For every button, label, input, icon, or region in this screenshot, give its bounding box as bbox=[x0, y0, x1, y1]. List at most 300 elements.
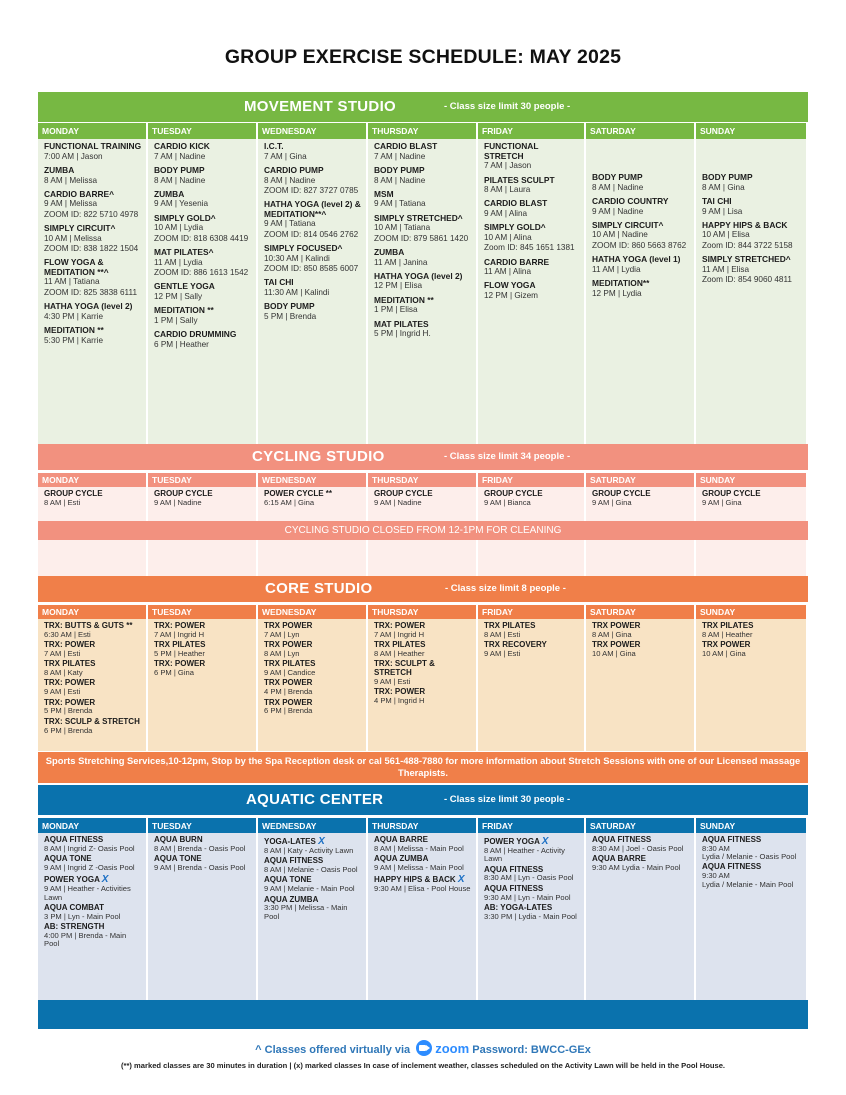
movement-column-saturday bbox=[586, 139, 696, 444]
class-name: TRX POWER bbox=[592, 640, 641, 650]
cycling-studio-name: CYCLING STUDIO bbox=[252, 448, 385, 465]
class-entry bbox=[374, 142, 472, 162]
class-detail: 7 AM | Ingrid H bbox=[374, 629, 425, 639]
cycling-day-header-wednesday: WEDNESDAY bbox=[258, 473, 368, 487]
class-name: CARDIO BARRE bbox=[484, 256, 550, 267]
class-entry bbox=[154, 248, 252, 278]
class-entry bbox=[44, 904, 142, 921]
class-entry bbox=[44, 622, 142, 639]
class-name: SIMPLY CIRCUIT^ bbox=[592, 219, 664, 230]
class-detail: 10 AM | Tatiana bbox=[374, 223, 431, 233]
class-entry bbox=[154, 641, 252, 658]
class-name: AQUA BARRE bbox=[592, 854, 646, 864]
class-entry bbox=[154, 330, 252, 350]
cycling-day-header-monday: MONDAY bbox=[38, 473, 148, 487]
class-detail: 3:30 PM | Melissa - Main Pool bbox=[264, 903, 348, 921]
class-name: FLOW YOGA bbox=[484, 280, 536, 291]
class-detail: 7 AM | Jason bbox=[484, 161, 532, 171]
class-detail: 4:30 PM | Karrie bbox=[44, 311, 104, 321]
class-detail: 7 AM | Nadine bbox=[154, 151, 206, 161]
class-entry bbox=[264, 244, 362, 274]
zoom-wordmark: zoom bbox=[435, 1041, 470, 1056]
class-entry bbox=[264, 490, 362, 507]
class-entry bbox=[44, 258, 142, 298]
movement-studio-limit: - Class size limit 30 people - bbox=[444, 101, 571, 112]
class-name: TRX: POWER bbox=[44, 678, 96, 688]
class-name: AQUA TONE bbox=[154, 854, 202, 864]
class-entry bbox=[374, 660, 472, 686]
class-name: I.C.T. bbox=[264, 141, 284, 151]
core-column-wednesday bbox=[258, 619, 368, 751]
class-detail: ZOOM ID: 814 0546 2762 bbox=[264, 229, 359, 239]
class-detail: 4 PM | Ingrid H bbox=[374, 696, 425, 706]
class-entry bbox=[592, 622, 690, 639]
class-name: MEDITATION** bbox=[592, 277, 650, 288]
movement-column-friday bbox=[478, 139, 586, 444]
class-entry bbox=[44, 679, 142, 696]
class-entry bbox=[44, 718, 142, 735]
aquatic-day-header-tuesday: TUESDAY bbox=[148, 818, 258, 833]
cycling-columns bbox=[38, 487, 808, 521]
aquatic-day-header-friday: FRIDAY bbox=[478, 818, 586, 833]
class-entry bbox=[154, 166, 252, 186]
legend-note: (**) marked classes are 30 minutes in duration | (x) marked classes In case of inclement weather, classes scheduled on the Activity Lawn will be held in the Pool House. bbox=[120, 1061, 726, 1070]
class-entry bbox=[484, 836, 580, 864]
class-detail: 6:15 AM | Gina bbox=[264, 497, 315, 507]
aquatic-column-monday bbox=[38, 833, 148, 1000]
class-entry bbox=[154, 214, 252, 244]
core-day-header-wednesday: WEDNESDAY bbox=[258, 605, 368, 619]
aquatic-center-limit: - Class size limit 30 people - bbox=[444, 794, 571, 805]
class-name: BODY PUMP bbox=[154, 164, 205, 175]
virtual-classes-note bbox=[0, 1040, 846, 1056]
class-entry bbox=[484, 281, 580, 301]
class-entry bbox=[44, 326, 142, 346]
class-detail: 9 AM | Tatiana bbox=[374, 199, 426, 209]
class-name: AQUA TONE bbox=[264, 875, 312, 885]
aquatic-center-band bbox=[38, 785, 808, 815]
movement-column-thursday bbox=[368, 139, 478, 444]
core-day-headers bbox=[38, 605, 808, 619]
class-name: TRX: POWER bbox=[44, 697, 96, 707]
class-name: MEDITATION ** bbox=[374, 294, 434, 305]
class-detail: 8 AM | Esti bbox=[484, 629, 521, 639]
class-name: MEDITATION ** bbox=[44, 324, 104, 335]
class-name: SIMPLY STRETCHED^ bbox=[374, 212, 463, 223]
aquatic-bottom-band bbox=[38, 1000, 808, 1029]
class-entry bbox=[44, 836, 142, 853]
class-detail: 8:30 AM | Lyn - Oasis Pool bbox=[484, 873, 574, 883]
class-detail: Zoom ID: 854 9060 4811 bbox=[702, 274, 792, 284]
class-name: MEDITATION ** bbox=[154, 304, 214, 315]
class-entry bbox=[592, 142, 690, 169]
class-detail: 11 AM | Alina bbox=[484, 267, 532, 277]
class-detail: 8 AM | Melanie - Oasis Pool bbox=[264, 865, 358, 875]
core-day-header-saturday: SATURDAY bbox=[586, 605, 696, 619]
aquatic-day-header-saturday: SATURDAY bbox=[586, 818, 696, 833]
aquatic-day-header-sunday: SUNDAY bbox=[696, 818, 808, 833]
class-name: AQUA TONE bbox=[44, 854, 92, 864]
class-detail: 5 PM | Heather bbox=[154, 648, 205, 658]
class-detail: 8 AM | Lyn bbox=[264, 648, 300, 658]
core-day-header-monday: MONDAY bbox=[38, 605, 148, 619]
movement-studio-band bbox=[38, 92, 808, 122]
class-name: MAT PILATES^ bbox=[154, 246, 214, 257]
class-name: FUNCTIONAL STRETCH bbox=[484, 141, 539, 161]
class-name: POWER YOGA X bbox=[44, 874, 109, 886]
class-detail: 9 AM | Nadine bbox=[592, 206, 644, 216]
class-entry bbox=[44, 641, 142, 658]
class-name: TRX: SCULP & STRETCH bbox=[44, 716, 140, 726]
core-day-header-thursday: THURSDAY bbox=[368, 605, 478, 619]
movement-day-header-monday: MONDAY bbox=[38, 123, 148, 139]
class-detail: 9 AM | Nadine bbox=[374, 497, 422, 507]
class-name: AQUA FITNESS bbox=[484, 864, 544, 874]
class-detail: 8 AM | Nadine bbox=[374, 175, 426, 185]
class-detail: ZOOM ID: 838 1822 1504 bbox=[44, 243, 139, 253]
class-entry bbox=[264, 857, 362, 874]
movement-column-sunday bbox=[696, 139, 808, 444]
weather-x-icon: X bbox=[318, 836, 325, 847]
class-entry bbox=[44, 190, 142, 220]
class-name: HATHA YOGA (level 2) bbox=[44, 300, 133, 311]
class-entry bbox=[374, 272, 472, 292]
class-entry bbox=[154, 490, 252, 507]
movement-day-header-sunday: SUNDAY bbox=[696, 123, 808, 139]
movement-day-header-wednesday: WEDNESDAY bbox=[258, 123, 368, 139]
cycling-day-header-friday: FRIDAY bbox=[478, 473, 586, 487]
cycling-day-header-saturday: SATURDAY bbox=[586, 473, 696, 487]
aquatic-center-name: AQUATIC CENTER bbox=[246, 791, 384, 808]
cycling-empty-columns bbox=[38, 540, 808, 576]
class-name: POWER CYCLE ** bbox=[264, 489, 333, 498]
class-detail: 10 AM | Lydia bbox=[154, 223, 204, 233]
class-detail: Lydia / Melanie - Main Pool bbox=[702, 879, 794, 889]
class-name: TRX PILATES bbox=[374, 640, 426, 650]
class-detail: 8 AM | Ingrid Z- Oasis Pool bbox=[44, 843, 135, 853]
class-name: YOGA-LATES X bbox=[264, 836, 325, 847]
class-name: TRX PILATES bbox=[44, 659, 96, 669]
class-detail: 8 AM | Esti bbox=[44, 497, 81, 507]
class-entry bbox=[374, 248, 472, 268]
class-name: TRX POWER bbox=[592, 621, 641, 630]
class-entry bbox=[264, 660, 362, 677]
class-entry bbox=[484, 904, 580, 921]
class-entry bbox=[264, 302, 362, 322]
cycling-studio-limit: - Class size limit 34 people - bbox=[444, 451, 571, 462]
class-detail: 9 AM | Gina bbox=[702, 497, 742, 507]
class-detail: ZOOM ID: 825 3838 6111 bbox=[44, 287, 137, 297]
virtual-prefix: ^ Classes offered virtually via bbox=[255, 1044, 411, 1056]
class-name: ZUMBA bbox=[154, 188, 185, 199]
class-entry bbox=[154, 855, 252, 872]
class-name: TRX POWER bbox=[264, 678, 313, 688]
class-detail: 6 PM | Brenda bbox=[264, 706, 313, 716]
class-detail: 7 AM | Lyn bbox=[264, 629, 300, 639]
class-detail: 7 AM | Esti bbox=[44, 648, 81, 658]
class-entry bbox=[484, 176, 580, 196]
class-name: AB: STRENGTH bbox=[44, 922, 105, 932]
class-name: HAPPY HIPS & BACK X bbox=[374, 874, 465, 886]
class-detail: 9 AM | Gina bbox=[592, 497, 632, 507]
class-entry bbox=[264, 641, 362, 658]
class-entry bbox=[264, 699, 362, 716]
class-detail: Zoom ID: 844 3722 5158 bbox=[702, 240, 793, 250]
class-detail: 11 AM | Lydia bbox=[592, 264, 641, 274]
class-entry bbox=[374, 874, 472, 893]
class-name: TAI CHI bbox=[264, 277, 294, 288]
weather-x-icon: X bbox=[101, 874, 109, 886]
class-entry bbox=[264, 200, 362, 240]
class-name: AQUA FITNESS bbox=[264, 856, 324, 866]
class-entry bbox=[154, 836, 252, 853]
class-detail: 9 AM | Tatiana bbox=[264, 219, 316, 229]
class-detail: 9 AM | Melanie - Main Pool bbox=[264, 884, 355, 894]
class-detail: 12 PM | Gizem bbox=[484, 291, 538, 301]
class-name: TRX: SCULPT & STRETCH bbox=[374, 659, 435, 678]
class-detail: Zoom ID: 845 1651 1381 bbox=[484, 243, 575, 253]
core-studio-name: CORE STUDIO bbox=[265, 580, 373, 597]
aquatic-column-friday bbox=[478, 833, 586, 1000]
class-entry bbox=[484, 490, 580, 507]
class-name: AQUA FITNESS bbox=[44, 835, 104, 844]
class-detail: 12 PM | Elisa bbox=[374, 281, 423, 291]
class-detail: 9:30 AM | Lyn - Main Pool bbox=[484, 892, 571, 902]
cycling-column-tuesday bbox=[148, 487, 258, 521]
class-detail: 8 AM | Melissa - Main Pool bbox=[374, 843, 464, 853]
class-entry bbox=[44, 166, 142, 186]
class-detail: 8 AM | Laura bbox=[484, 185, 531, 195]
class-name: TRX: POWER bbox=[374, 621, 426, 630]
class-name: TRX: BUTTS & GUTS ** bbox=[44, 621, 133, 630]
class-detail: 9 AM | Esti bbox=[484, 648, 521, 658]
class-name: FLOW YOGA & MEDITATION **^ bbox=[44, 257, 109, 277]
class-entry bbox=[702, 173, 802, 193]
class-name: TRX PILATES bbox=[154, 640, 206, 650]
core-day-header-friday: FRIDAY bbox=[478, 605, 586, 619]
core-studio-section bbox=[38, 576, 808, 783]
class-entry bbox=[592, 641, 690, 658]
class-name: GROUP CYCLE bbox=[374, 489, 433, 498]
class-entry bbox=[484, 885, 580, 902]
class-name: HATHA YOGA (level 1) bbox=[592, 253, 681, 264]
class-entry bbox=[374, 166, 472, 186]
class-name: POWER YOGA X bbox=[484, 836, 549, 847]
aquatic-day-header-thursday: THURSDAY bbox=[368, 818, 478, 833]
class-detail: 8 AM | Nadine bbox=[154, 175, 206, 185]
class-detail: ZOOM ID: 879 5861 1420 bbox=[374, 233, 469, 243]
class-entry bbox=[264, 876, 362, 893]
class-entry bbox=[592, 279, 690, 299]
class-name: TRX POWER bbox=[264, 697, 313, 707]
class-detail: 9 AM | Nadine bbox=[154, 497, 202, 507]
class-entry bbox=[592, 197, 690, 217]
class-entry bbox=[592, 490, 690, 507]
class-entry bbox=[264, 622, 362, 639]
core-column-sunday bbox=[696, 619, 808, 751]
class-entry bbox=[702, 255, 802, 285]
class-detail: 9 AM | Candice bbox=[264, 668, 316, 678]
class-name: GENTLE YOGA bbox=[154, 281, 215, 292]
class-entry bbox=[264, 836, 362, 855]
class-name: GROUP CYCLE bbox=[592, 489, 651, 498]
class-detail: 8:30 AM bbox=[702, 843, 730, 853]
class-detail: 9 AM | Brenda - Oasis Pool bbox=[154, 862, 246, 872]
class-detail: 11 AM | Lydia bbox=[154, 257, 203, 267]
aquatic-column-tuesday bbox=[148, 833, 258, 1000]
aquatic-day-header-monday: MONDAY bbox=[38, 818, 148, 833]
movement-column-monday bbox=[38, 139, 148, 444]
class-detail: 7 AM | Nadine bbox=[374, 151, 426, 161]
class-entry bbox=[702, 490, 802, 507]
class-name: BODY PUMP bbox=[702, 172, 753, 182]
core-column-monday bbox=[38, 619, 148, 751]
cycling-closed-text: CYCLING STUDIO CLOSED FROM 12-1PM FOR CLEANING bbox=[284, 525, 562, 536]
class-detail: 9 AM | Heather - Activities Lawn bbox=[44, 884, 131, 902]
class-detail: 10 AM | Melissa bbox=[44, 233, 102, 243]
class-name: GROUP CYCLE bbox=[44, 489, 103, 498]
class-name: AQUA COMBAT bbox=[44, 902, 104, 912]
class-entry bbox=[484, 199, 580, 219]
core-day-header-sunday: SUNDAY bbox=[696, 605, 808, 619]
class-name: ZUMBA bbox=[44, 164, 75, 175]
class-detail: ZOOM ID: 886 1613 1542 bbox=[154, 267, 249, 277]
class-entry bbox=[374, 641, 472, 658]
class-detail: 8 AM | Gina bbox=[702, 182, 745, 192]
stretch-note bbox=[38, 752, 808, 783]
class-detail: ZOOM ID: 818 6308 4419 bbox=[154, 233, 249, 243]
cycling-day-headers bbox=[38, 473, 808, 487]
class-entry bbox=[592, 255, 690, 275]
cycling-closed-note bbox=[38, 521, 808, 540]
class-detail: 7:00 AM | Jason bbox=[44, 151, 103, 161]
aquatic-column-wednesday bbox=[258, 833, 368, 1000]
class-entry bbox=[44, 660, 142, 677]
class-detail: 5:30 PM | Karrie bbox=[44, 335, 104, 345]
class-entry bbox=[374, 688, 472, 705]
class-entry bbox=[374, 214, 472, 244]
class-detail: 8:30 AM | Joel - Oasis Pool bbox=[592, 843, 684, 853]
class-name: GROUP CYCLE bbox=[154, 489, 213, 498]
class-detail: 9:30 AM bbox=[702, 871, 730, 881]
movement-columns bbox=[38, 139, 808, 444]
class-name: TRX RECOVERY bbox=[484, 640, 547, 650]
class-entry bbox=[44, 490, 142, 507]
class-entry bbox=[44, 224, 142, 254]
cycling-day-header-sunday: SUNDAY bbox=[696, 473, 808, 487]
class-detail: 6 PM | Gina bbox=[154, 668, 194, 678]
class-entry bbox=[374, 190, 472, 210]
class-name: AQUA FITNESS bbox=[484, 883, 544, 893]
class-detail: 9 AM | Bianca bbox=[484, 497, 531, 507]
class-detail: 10 AM | Gina bbox=[702, 648, 746, 658]
movement-column-tuesday bbox=[148, 139, 258, 444]
class-entry bbox=[702, 622, 802, 639]
class-detail: 11 AM | Janina bbox=[374, 257, 428, 267]
class-name: AQUA FITNESS bbox=[702, 862, 762, 872]
class-detail: 5 PM | Ingrid H. bbox=[374, 329, 431, 339]
movement-studio-name: MOVEMENT STUDIO bbox=[244, 98, 397, 115]
class-entry bbox=[484, 258, 580, 278]
aquatic-column-saturday bbox=[586, 833, 696, 1000]
class-name: TRX: POWER bbox=[154, 621, 206, 630]
class-name: HAPPY HIPS & BACK bbox=[702, 219, 788, 230]
zoom-password: Password: BWCC-GEx bbox=[472, 1044, 591, 1056]
core-column-tuesday bbox=[148, 619, 258, 751]
class-entry bbox=[702, 836, 802, 861]
cycling-studio-section bbox=[38, 444, 808, 576]
cycling-column-sunday bbox=[696, 487, 808, 521]
class-entry bbox=[484, 641, 580, 658]
class-detail: 3 PM | Lyn - Main Pool bbox=[44, 911, 121, 921]
class-detail: 5 PM | Brenda bbox=[44, 706, 93, 716]
core-column-friday bbox=[478, 619, 586, 751]
class-detail: 1 PM | Elisa bbox=[374, 305, 418, 315]
class-entry bbox=[374, 320, 472, 340]
class-detail: 12 PM | Lydia bbox=[592, 288, 642, 298]
class-detail: 8 AM | Heather bbox=[702, 629, 753, 639]
class-name: AB: YOGA-LATES bbox=[484, 902, 553, 912]
core-columns bbox=[38, 619, 808, 751]
class-name: AQUA ZUMBA bbox=[264, 894, 319, 904]
cycling-day-header-thursday: THURSDAY bbox=[368, 473, 478, 487]
class-detail: 9 AM | Alina bbox=[484, 209, 528, 219]
class-entry bbox=[154, 660, 252, 677]
class-detail: ZOOM ID: 827 3727 0785 bbox=[264, 185, 359, 195]
class-entry bbox=[264, 142, 362, 162]
cycling-column-wednesday bbox=[258, 487, 368, 521]
class-name: HATHA YOGA (level 2) & MEDITATION**^ bbox=[264, 199, 361, 219]
class-name: BODY PUMP bbox=[592, 172, 643, 182]
class-name: TRX POWER bbox=[702, 640, 751, 650]
class-name: AQUA BURN bbox=[154, 835, 203, 844]
class-entry bbox=[44, 874, 142, 902]
class-entry bbox=[374, 622, 472, 639]
class-name: CARDIO COUNTRY bbox=[592, 195, 669, 206]
class-entry bbox=[264, 278, 362, 298]
class-detail: 10 AM | Elisa bbox=[702, 230, 750, 240]
class-detail: 9 AM | Melissa - Main Pool bbox=[374, 862, 464, 872]
class-entry bbox=[44, 699, 142, 716]
class-name: TRX POWER bbox=[264, 621, 313, 630]
class-name: CARDIO BARRE^ bbox=[44, 188, 115, 199]
class-detail: 8 AM | Heather bbox=[374, 648, 425, 658]
core-studio-band bbox=[38, 576, 808, 602]
page-title: GROUP EXERCISE SCHEDULE: MAY 2025 bbox=[224, 46, 622, 68]
class-detail: 9 AM | Esti bbox=[374, 676, 411, 686]
class-detail: 10 AM | Alina bbox=[484, 233, 532, 243]
class-detail: 11 AM | Elisa bbox=[702, 264, 750, 274]
class-entry bbox=[154, 622, 252, 639]
class-entry bbox=[702, 221, 802, 251]
class-detail: 4 PM | Brenda bbox=[264, 687, 313, 697]
movement-day-header-friday: FRIDAY bbox=[478, 123, 586, 139]
class-detail: 7 AM | Ingrid H bbox=[154, 629, 205, 639]
class-name: CARDIO BLAST bbox=[484, 198, 548, 209]
aquatic-columns bbox=[38, 833, 808, 1000]
class-name: CARDIO PUMP bbox=[264, 164, 324, 175]
class-name: AQUA ZUMBA bbox=[374, 854, 429, 864]
class-detail: Lydia / Melanie - Oasis Pool bbox=[702, 852, 797, 862]
class-name: SIMPLY STRETCHED^ bbox=[702, 253, 791, 264]
movement-day-headers bbox=[38, 123, 808, 139]
class-entry bbox=[592, 173, 690, 193]
class-name: TRX PILATES bbox=[264, 659, 316, 669]
class-entry bbox=[374, 490, 472, 507]
class-entry bbox=[592, 855, 690, 872]
cycling-column-thursday bbox=[368, 487, 478, 521]
class-detail: 8 AM | Katy - Activity Lawn bbox=[264, 846, 354, 855]
